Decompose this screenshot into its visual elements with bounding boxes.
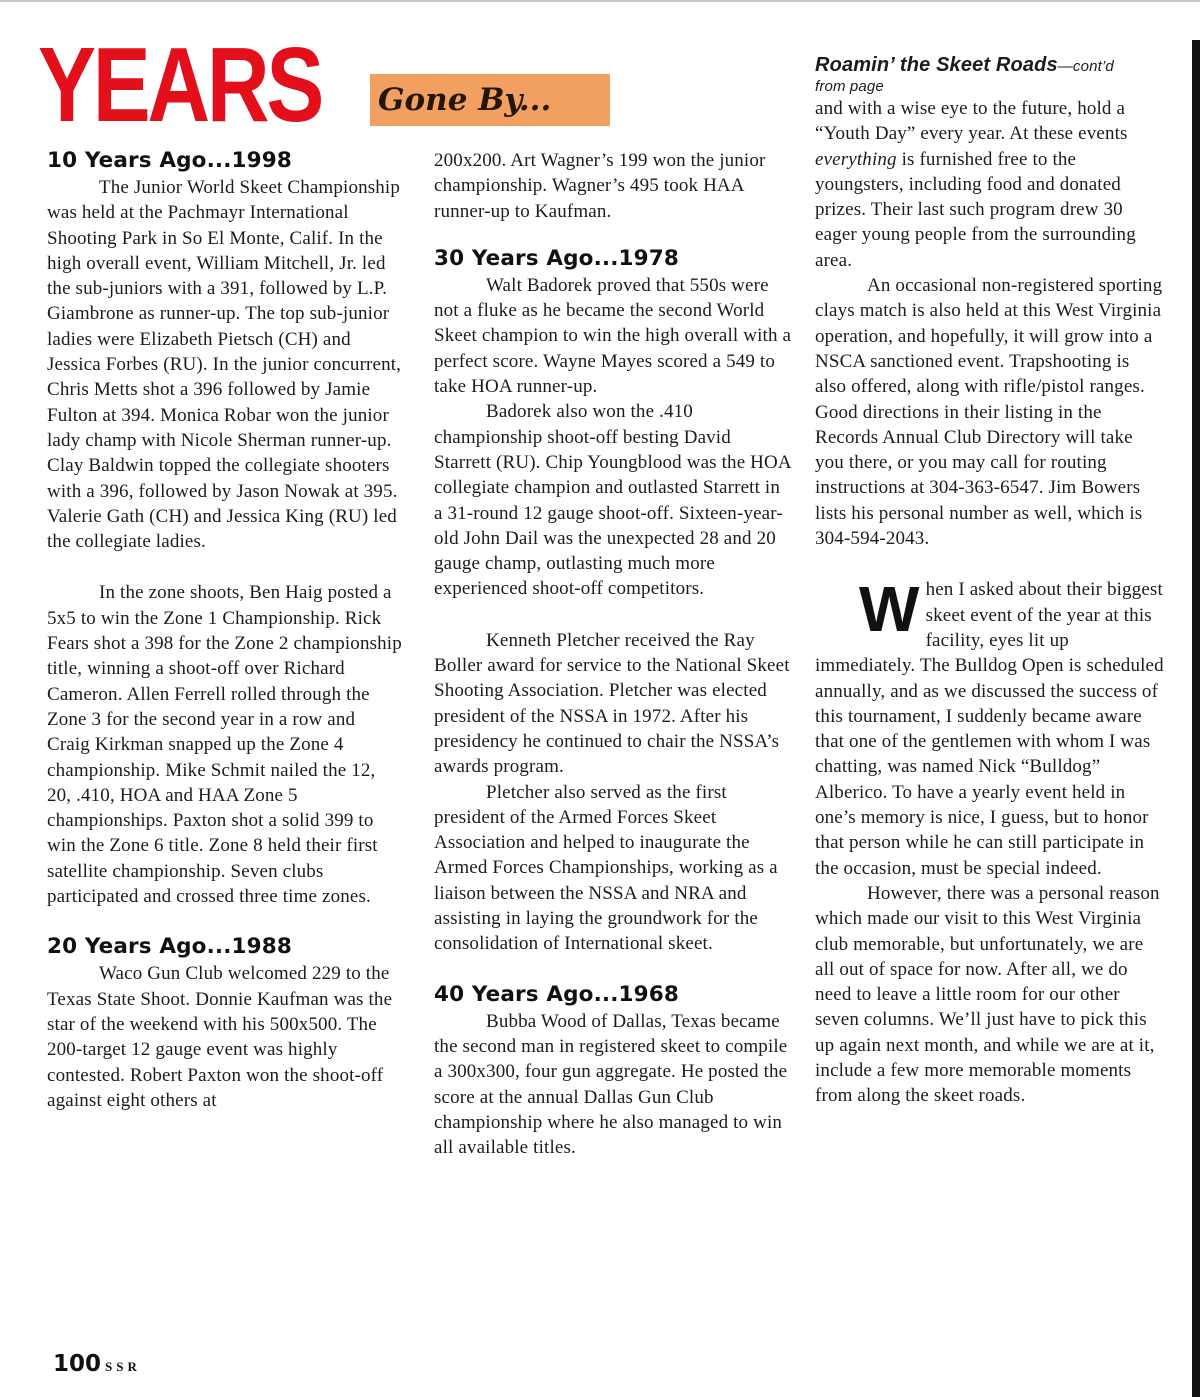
- page-footer: [53, 1350, 141, 1381]
- continued-title: Roamin’ the Skeet Roads: [815, 54, 1058, 76]
- section-gap: [47, 909, 402, 934]
- section-heading-1978: 30 Years Ago...1978: [434, 245, 679, 271]
- continued-note: —cont’d: [1057, 58, 1114, 75]
- top-rule: [0, 0, 1200, 2]
- paragraph: Bubba Wood of Dallas, Texas became the second man in registered skeet to compile a 300x300, four gun aggregate. He posted the score at the annual Dallas Gun Club championship where he also managed to win all available titles.: [434, 1010, 788, 1159]
- paragraph-gap: [47, 554, 402, 580]
- continued-from-page: from page: [815, 78, 884, 95]
- publication-mark: SSR: [105, 1359, 141, 1374]
- masthead-years: YEARS: [38, 26, 322, 144]
- emphasis: everything: [815, 148, 897, 170]
- section-gap: [434, 957, 792, 982]
- drop-cap: W: [859, 573, 920, 646]
- paragraph: Waco Gun Club welcomed 229 to the Texas State Shoot. Donnie Kaufman was the star of the weekend with his 500x500. The 200-target 12 gauge event was highly contested. Robert Paxton won the shoot-off against eight others at: [47, 963, 393, 1111]
- paragraph: An occasional non-registered sporting clays match is also held at this West Virginia operation, and hopefully, it will grow into a NSCA sanctioned event. Trapshooting is also offered, along with rifle/pistol ranges. Good directions in their listing in the Records Annual Club Directory will take you there, or you may call for routing instructions at 304-363-6547. Jim Bowers lists his personal number as well, which is 304-594-2043.: [815, 275, 1163, 550]
- column-3: [815, 54, 1165, 1109]
- text-run: and with a wise eye to the future, hold a “Youth Day” every year. At these events: [815, 98, 1128, 145]
- paragraph-dropcap: [815, 573, 1165, 881]
- section-gap: [434, 224, 792, 246]
- continued-heading: [815, 54, 1165, 78]
- paragraph-gap: [434, 602, 792, 628]
- column-2: [434, 148, 792, 1160]
- page-edge-shadow: [1192, 40, 1200, 1397]
- column-1: [47, 148, 402, 1113]
- paragraph: In the zone shoots, Ben Haig posted a 5x5 to win the Zone 1 Championship. Rick Fears shot a 398 for the Zone 2 championship title, winning a shoot-off over Richard Cameron. Allen Ferrell rolled through the Zone 3 for the second year in a row and Craig Kirkman snapped up the Zone 4 championship. Mike Schmit nailed the 12, 20, .410, HOA and HAA Zone 5 championships. Paxton shot a solid 399 to win the Zone 6 title. Zone 8 held their first satellite championship. Seven clubs participated and crossed three time zones.: [47, 582, 402, 908]
- section-heading-1998: 10 Years Ago...1998: [47, 148, 292, 173]
- paragraph: Kenneth Pletcher received the Ray Boller award for service to the National Skeet Shooting Association. Pletcher was elected president of the NSSA in 1972. After his presidency he continued to chair the NSSA’s awards program.: [434, 629, 790, 778]
- text-run: hen I asked about their biggest skeet event of the year at this facility, eyes lit up immediately. The Bulldog Open is scheduled annually, and as we discussed the success of this tournament, I suddenly became aware that one of the gentlemen with whom I was chatting, was named Nick “Bulldog” Alberico. To have a yearly event held in one’s memory is nice, I guess, but to honor that person while he can still participate in the occasion, must be special indeed.: [815, 579, 1164, 879]
- page-number: 100: [53, 1351, 102, 1377]
- paragraph: 200x200. Art Wagner’s 199 won the junior championship. Wagner’s 495 took HAA runner-up to Kaufman.: [434, 150, 766, 222]
- paragraph: Walt Badorek proved that 550s were not a fluke as he became the second World Skeet champion to win the high overall with a perfect score. Wayne Mayes scored a 549 to take HOA runner-up.: [434, 274, 792, 398]
- masthead-gone-by: Gone By...: [370, 74, 610, 126]
- paragraph: Badorek also won the .410 championship shoot-off besting David Starrett (RU). Chip Youngblood was the HOA collegiate champion and outlasted Starrett in a 31-round 12 gauge shoot-off. Sixteen-year-old John Dail was the unexpected 28 and 20 gauge champ, outlasting much more experienced shoot-off competitors.: [434, 401, 791, 600]
- paragraph: [815, 96, 1165, 273]
- paragraph: However, there was a personal reason which made our visit to this West Virginia club memorable, but unfortunately, we are all out of space for now. After all, we do need to leave a little room for our other seven columns. We’ll just have to pick this up again next month, and while we are at it, include a few more memorable moments from along the skeet roads.: [815, 882, 1160, 1107]
- paragraph: Pletcher also served as the first president of the Armed Forces Skeet Association and helped to inaugurate the Armed Forces Championships, working as a liaison between the NSSA and NRA and assisting in laying the groundwork for the consolidation of International skeet.: [434, 781, 778, 955]
- section-heading-1968: 40 Years Ago...1968: [434, 981, 679, 1007]
- section-heading-1988: 20 Years Ago...1988: [47, 934, 292, 960]
- text-run: is furnished free to the youngsters, including food and donated prizes. Their last such program drew 30 eager young people from the surrounding area.: [815, 148, 1136, 271]
- paragraph: The Junior World Skeet Championship was held at the Pachmayr International Shooting Park in So El Monte, Calif. In the high overall event, William Mitchell, Jr. led the sub-juniors with a 391, followed by L.P. Giambrone as runner-up. The top sub-junior ladies were Elizabeth Pietsch (CH) and Jessica Forbes (RU). In the junior concurrent, Chris Metts shot a 396 followed by Jamie Fulton at 394. Monica Robar won the junior lady champ with Nicole Sherman runner-up. Clay Baldwin topped the collegiate shooters with a 396, followed by Jason Nowak at 395. Valerie Gath (CH) and Jessica King (RU) led the collegiate ladies.: [47, 177, 402, 553]
